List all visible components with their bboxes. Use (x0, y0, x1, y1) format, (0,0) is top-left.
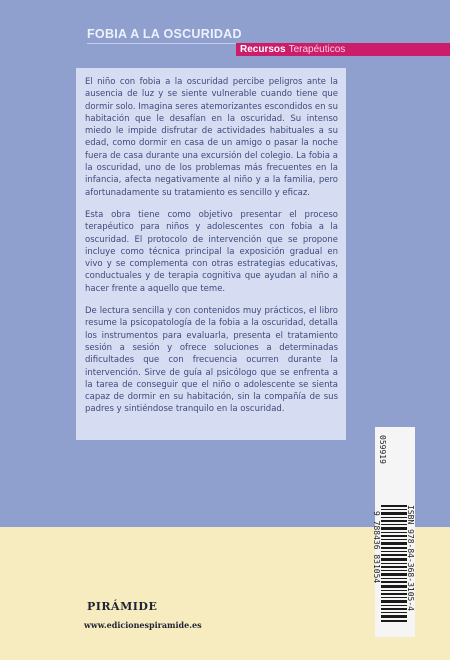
series-name-part2: Terapéuticos (288, 44, 346, 55)
synopsis-paragraph-2: Esta obra tiene como objetivo presentar el proceso terapéutico para niños y adolescentes con fobia a la oscuridad. El protocolo de intervención que se propone incluye como técnica principal la exposición gradual en vivo y se complementa con otras estrategias educativas, conductuales y de terapia cognitiva que ayudan al niño a hacer frente a aquello que teme. (85, 209, 338, 294)
synopsis-panel (76, 68, 346, 440)
synopsis-paragraph-3: De lectura sencilla y con contenidos muy prácticos, el libro resume la psicopatología de la fobia a la oscuridad, detalla los instrumentos para evaluarla, presenta el tratamiento sesión a sesión y ofrece soluciones a determinadas dificultades que con frecuencia ocurren durante la intervención. Sirve de guía al psicólogo que se enfrenta a la tarea de conseguir que el niño o adolescente se sienta capaz de dormir en su habitación, sin la compañía de sus padres y sintiéndose tranquilo en la oscuridad. (85, 306, 338, 415)
series-banner (236, 43, 450, 56)
barcode-background (372, 427, 415, 637)
book-title: FOBIA A LA OSCURIDAD (87, 27, 242, 41)
isbn-label: ISBN 978-84-368-3105-4 (406, 505, 415, 611)
series-name-part1: Recursos (240, 44, 286, 55)
publisher-name: PIRÁMIDE (87, 600, 158, 613)
barcode-block (361, 427, 425, 637)
synopsis-paragraph-1: El niño con fobia a la oscuridad percibe peligros ante la ausencia de luz y se siente vulnerable cuando tiene que dormir solo. Imagina seres atemorizantes escondidos en su habitación que le desafían en la oscuridad. Su intenso miedo le impide disfrutar de actividades habituales a su edad, como dormir en casa de un amigo o pasar la noche fuera de casa durante una excursión del colegio. La fobia a la oscuridad, uno de los problemas más frecuentes en la infancia, afecta negativamente al niño y a la familia, pero afortunadamente su tratamiento es sencillo y eficaz. (85, 77, 338, 198)
barcode-code: 059919 (378, 435, 387, 464)
publisher-website: www.edicionespiramide.es (84, 620, 202, 630)
isbn-digits: 9 788436 831054 (372, 511, 381, 584)
